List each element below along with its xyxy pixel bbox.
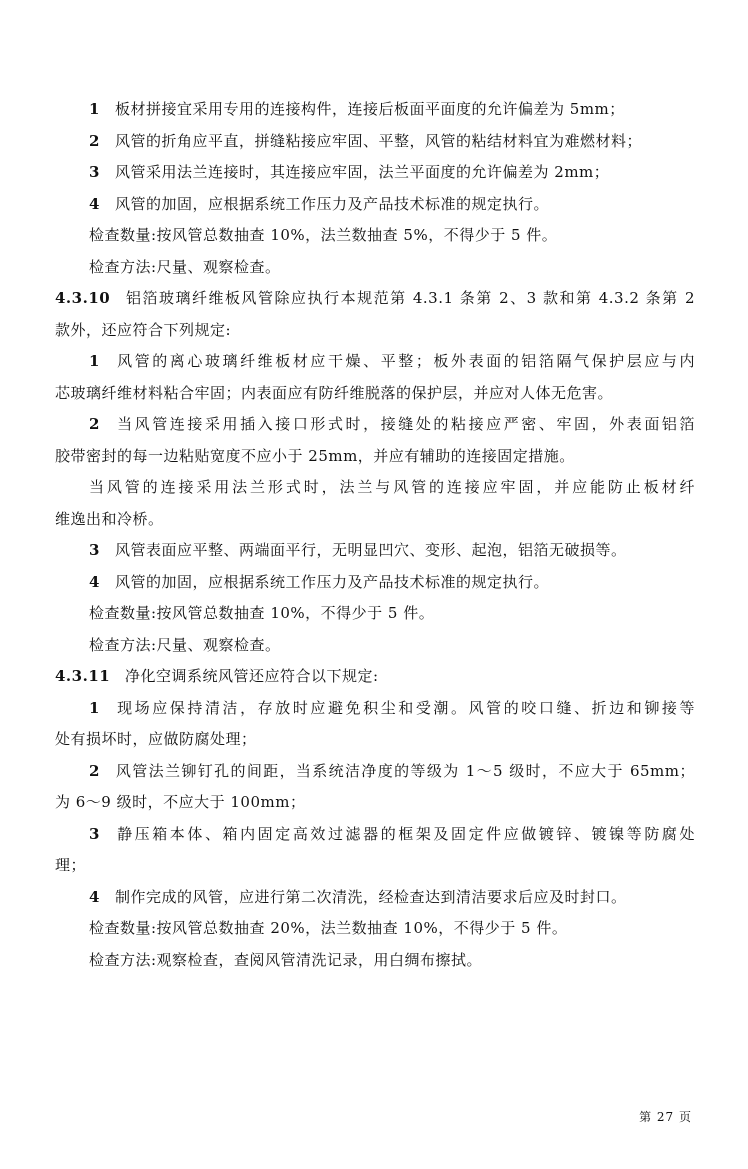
list-item-continued: 理； [55, 856, 87, 874]
check-method: 检查方法:尺量、观察检查。 [89, 257, 281, 276]
list-item: 2 当风管连接采用插入接口形式时，接缝处的粘接应严密、牢固，外表面铝箔 [89, 415, 695, 433]
list-item-continued: 处有损坏时，应做防腐处理； [55, 730, 257, 748]
check-quantity: 检查数量:按风管总数抽查 20%，法兰数抽查 10%，不得少于 5 件。 [89, 919, 568, 937]
section-heading: 4.3.11 净化空调系统风管还应符合以下规定: [55, 661, 695, 693]
list-item: 1 风管的离心玻璃纤维板材应干燥、平整；板外表面的铝箔隔气保护层应与内 [89, 352, 695, 370]
list-item: 4 风管的加固，应根据系统工作压力及产品技术标准的规定执行。 [89, 194, 550, 213]
list-item: 3 风管采用法兰连接时，其连接应牢固，法兰平面度的允许偏差为 2mm； [89, 163, 610, 181]
page-content [55, 94, 695, 976]
list-item: 1 板材拼接宜采用专用的连接构件，连接后板面平面度的允许偏差为 5mm； [89, 100, 625, 118]
list-item: 3 静压箱本体、箱内固定高效过滤器的框架及固定件应做镀锌、镀镍等防腐处 [89, 824, 695, 843]
list-item-continued: 胶带密封的每一边粘贴宽度不应小于 25mm，并应有辅助的连接固定措施。 [55, 446, 575, 465]
check-quantity: 检查数量:按风管总数抽查 10%，不得少于 5 件。 [89, 604, 435, 622]
list-item: 2 风管法兰铆钉孔的间距，当系统洁净度的等级为 1～5 级时，不应大于 65mm； [89, 761, 695, 780]
check-quantity: 检查数量:按风管总数抽查 10%，法兰数抽查 5%，不得少于 5 件。 [89, 226, 558, 244]
section-number: 4.3.11 [55, 667, 111, 685]
list-item: 1 现场应保持清洁，存放时应避免积尘和受潮。风管的咬口缝、折边和铆接等 [89, 698, 695, 717]
page-number: 第 27 页 [639, 1110, 692, 1124]
section-heading: 4.3.10 铝箔玻璃纤维板风管除应执行本规范第 4.3.1 条第 2、3 款和第 4.3.2 条第 2 [55, 283, 695, 315]
list-item: 4 制作完成的风管，应进行第二次清洗，经检查达到清洁要求后应及时封口。 [89, 887, 627, 906]
section-number: 4.3.10 [55, 289, 111, 307]
list-item-continued: 芯玻璃纤维材料粘合牢固；内表面应有防纤维脱落的保护层，并应对人体无危害。 [55, 383, 614, 402]
paragraph: 当风管的连接采用法兰形式时，法兰与风管的连接应牢固，并应能防止板材纤 [89, 478, 695, 496]
list-item: 4 风管的加固，应根据系统工作压力及产品技术标准的规定执行。 [89, 572, 550, 591]
list-item: 3 风管表面应平整、两端面平行，无明显凹穴、变形、起泡，铝箔无破损等。 [89, 541, 627, 559]
section-heading-continued: 款外，还应符合下列规定: [55, 320, 232, 339]
check-method: 检查方法:观察检查，查阅风管清洗记录，用白绸布擦拭。 [89, 950, 483, 969]
check-method: 检查方法:尺量、观察检查。 [89, 635, 281, 654]
paragraph-continued: 维逸出和冷桥。 [55, 509, 164, 528]
list-item-continued: 为 6～9 级时，不应大于 100mm； [55, 793, 306, 811]
list-item: 2 风管的折角应平直，拼缝粘接应牢固、平整，风管的粘结材料宜为难燃材料； [89, 131, 643, 150]
